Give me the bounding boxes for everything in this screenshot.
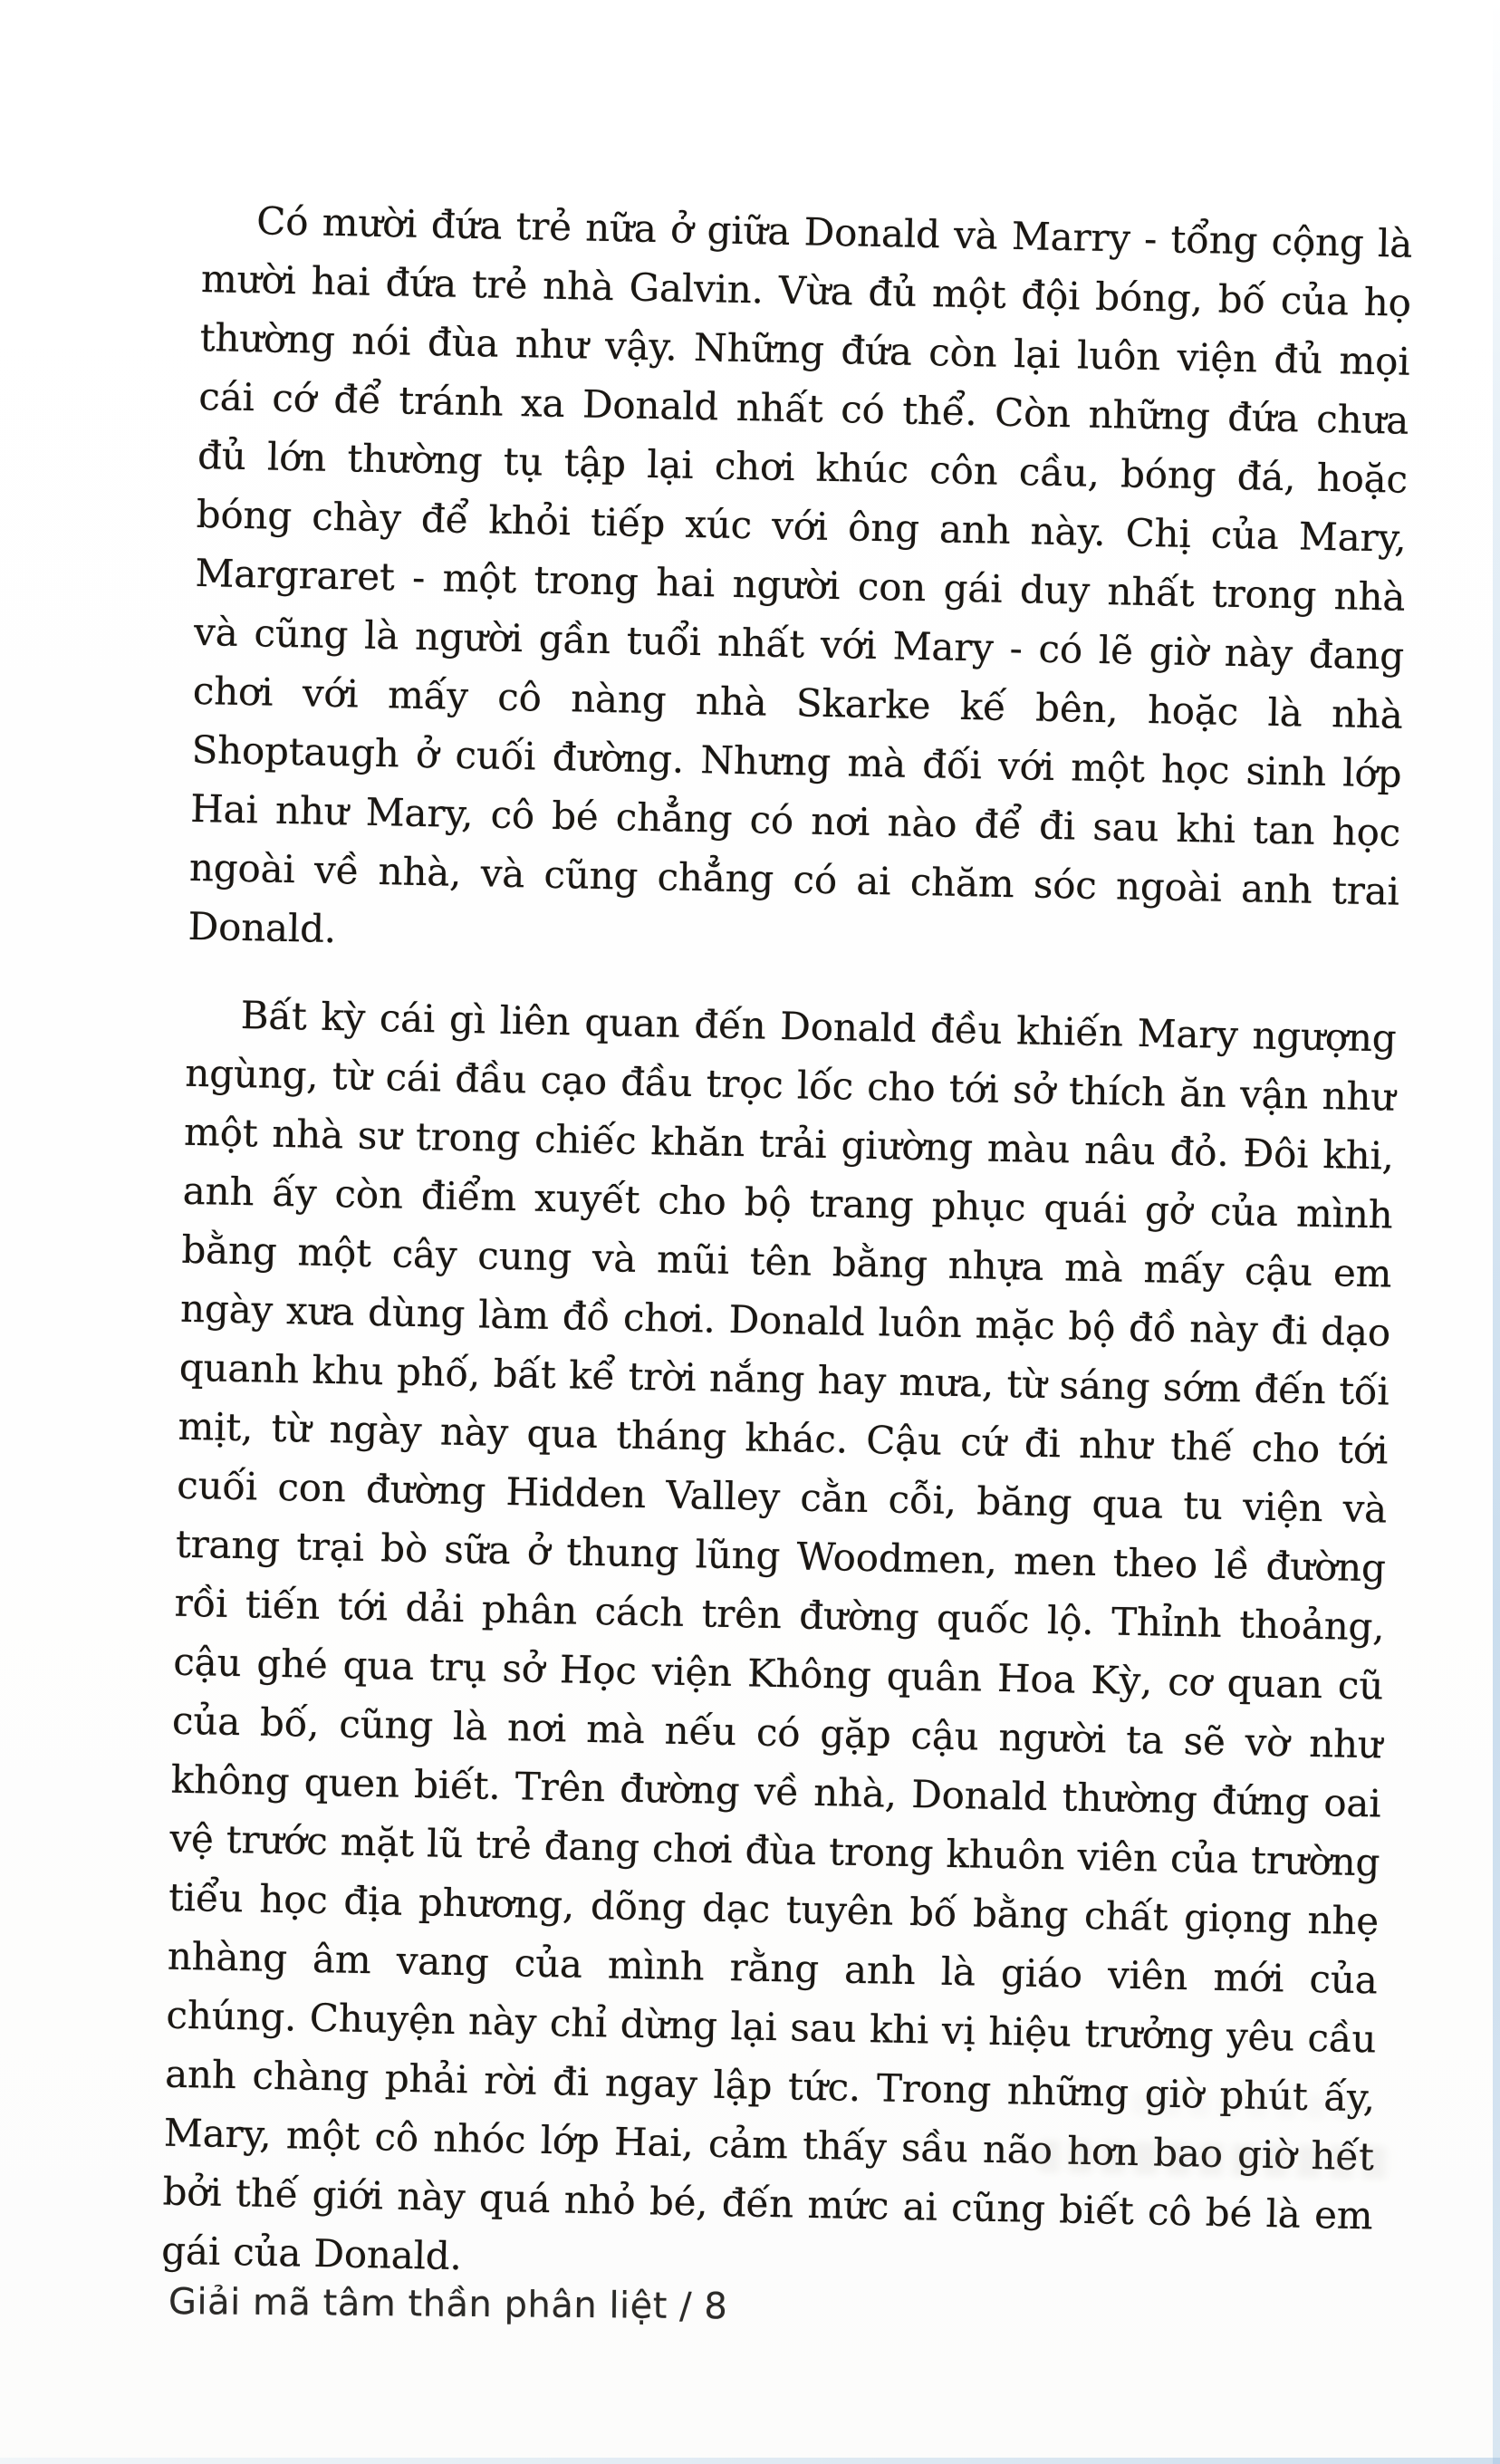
scan-artifact-right-edge: [1493, 0, 1500, 2464]
scan-artifact-bottom-edge: [0, 2458, 1500, 2464]
ink-bleedthrough-lower: [1037, 2140, 1396, 2180]
paragraph-2: Bất kỳ cái gì liên quan đến Donald đều khiến Mary ngượng ngùng, từ cái đầu cạo đầu trọc lốc cho tới sở thích ăn vận như một nhà sư trong chiếc khăn trải giường màu nâu đỏ. Đôi khi, anh ấy còn điểm xuyết cho bộ trang phục quái gở của mình bằng một cây cung và mũi tên bằng nhựa mà mấy cậu em ngày xưa dùng làm đồ chơi. Donald luôn mặc bộ đồ này đi dạo quanh khu phố, bất kể trời nắng hay mưa, từ sáng sớm đến tối mịt, từ ngày này qua tháng khác. Cậu cứ đi như thế cho tới cuối con đường Hidden Valley cằn cỗi, băng qua tu viện và trang trại bò sữa ở thung lũng Woodmen, men theo lề đường rồi tiến tới dải phân cách trên đường quốc lộ. Thỉnh thoảng, cậu ghé qua trụ sở Học viện Không quân Hoa Kỳ, cơ quan cũ của bố, cũng là nơi mà nếu có gặp cậu người ta sẽ vờ như không quen biết. Trên đường về nhà, Donald thường đứng oai vệ trước mặt lũ trẻ đang chơi đùa trong khuôn viên của trường tiểu học địa phương, dõng dạc tuyên bố bằng chất giọng nhẹ nhàng âm vang của mình rằng anh là giáo viên mới của chúng. Chuyện này chỉ dừng lại sau khi vị hiệu trưởng yêu cầu anh chàng phải rời đi ngay lập tức. Trong những giờ phút ấy, Mary, một cô nhóc lớp Hai, cảm thấy sầu não hơn bao giờ hết bởi thế giới này quá nhỏ bé, đến mức ai cũng biết cô bé là em gái của Donald.: [160, 993, 1397, 2279]
ink-bleedthrough-upper: [1132, 2093, 1368, 2121]
page-footer: [168, 2281, 728, 2327]
running-title-and-page-number: Giải mã tâm thần phân liệt / 8: [168, 2281, 728, 2328]
body-text: [160, 190, 1413, 2333]
paragraph-1: Có mười đứa trẻ nữa ở giữa Donald và Marry - tổng cộng là mười hai đứa trẻ nhà Galvin. Vừa đủ một đội bóng, bố của họ thường nói đùa như vậy. Những đứa còn lại luôn viện đủ mọi cái cớ để tránh xa Donald nhất có thể. Còn những đứa chưa đủ lớn thường tụ tập lại chơi khúc côn cầu, bóng đá, hoặc bóng chày để khỏi tiếp xúc với ông anh này. Chị của Mary, Margraret - một trong hai người con gái duy nhất trong nhà và cũng là người gần tuổi nhất với Mary - có lẽ giờ này đang chơi với mấy cô nàng nhà Skarke kế bên, hoặc là nhà Shoptaugh ở cuối đường. Nhưng mà đối với một học sinh lớp Hai như Mary, cô bé chẳng có nơi nào để đi sau khi tan học ngoài về nhà, và cũng chẳng có ai chăm sóc ngoài anh trai Donald.: [188, 198, 1413, 952]
